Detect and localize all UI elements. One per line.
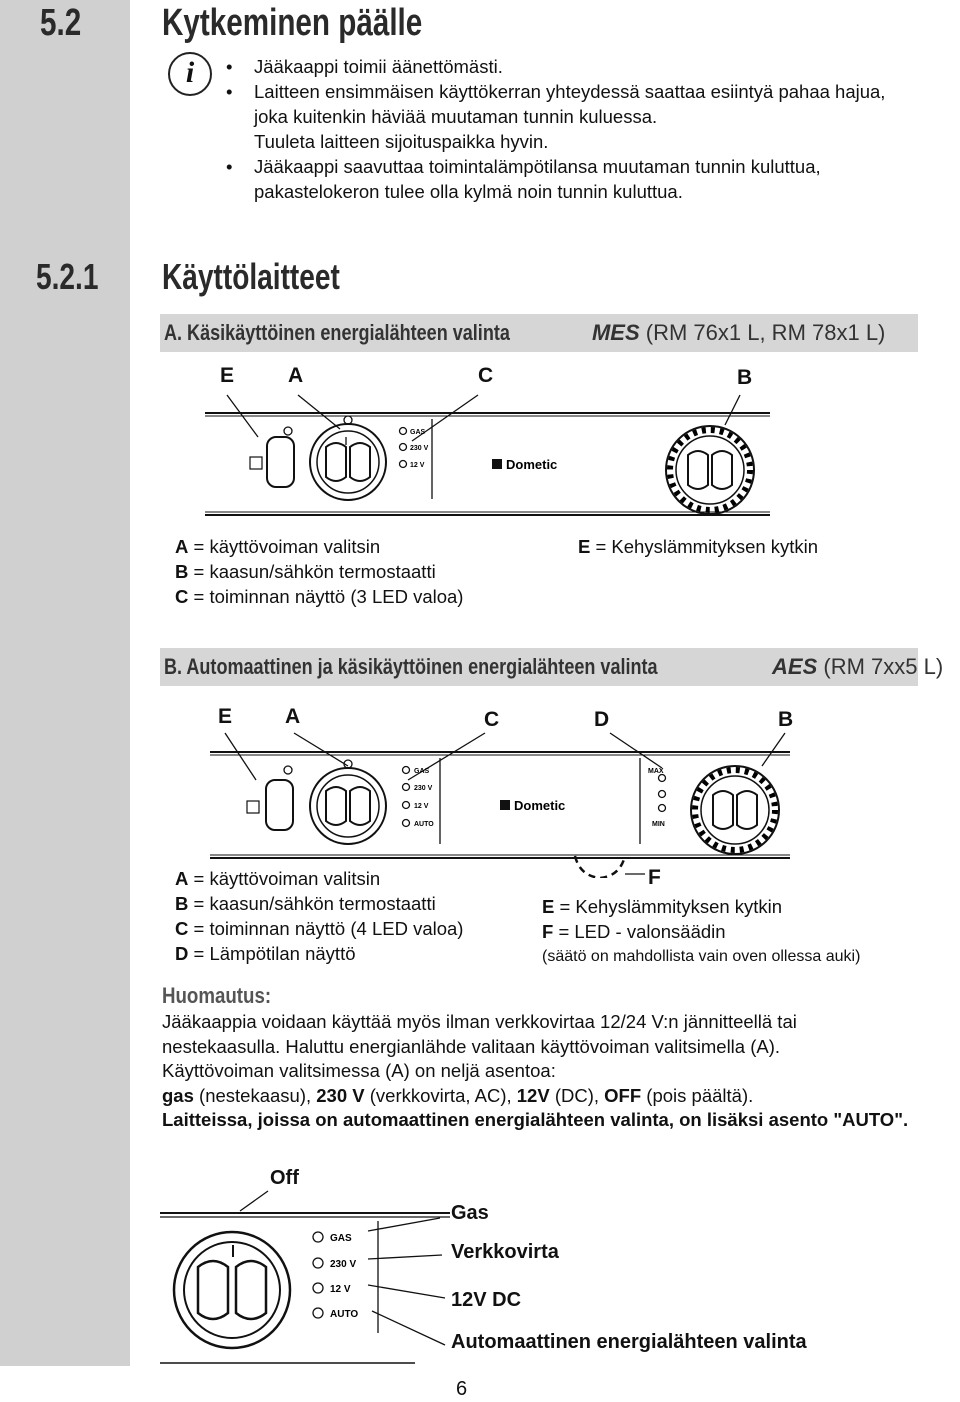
callout-gas: Gas xyxy=(451,1202,489,1224)
led-230v xyxy=(400,444,407,451)
section-number: 5.2 xyxy=(40,2,82,44)
thermostat-knob-b-grip xyxy=(688,451,732,489)
led-label-230v: 230 V xyxy=(414,785,433,792)
subsection-number: 5.2.1 xyxy=(36,256,99,297)
panel-a-heading xyxy=(164,320,885,346)
temp-led-1 xyxy=(659,775,666,782)
panel-a-legend-left xyxy=(175,534,463,609)
brand-logo-icon xyxy=(500,800,510,810)
led-label-auto: AUTO xyxy=(330,1309,359,1320)
panel-b-heading-model: AES xyxy=(772,654,818,679)
thermostat-knob-b-grip xyxy=(713,791,757,829)
leader-line-e xyxy=(225,733,256,780)
led-230v xyxy=(403,784,410,791)
led-gas xyxy=(400,428,407,435)
callout-verkkovirta: Verkkovirta xyxy=(451,1241,559,1263)
leader-line-off xyxy=(240,1191,268,1211)
legend-item: D = Lämpötilan näyttö xyxy=(175,943,356,964)
selector-knob-a-outer xyxy=(310,768,386,844)
panel-b-label-a: A xyxy=(285,705,301,728)
led-label-gas: GAS xyxy=(330,1233,352,1244)
thermostat-knob-b-outer xyxy=(691,766,779,854)
frame-heater-switch xyxy=(266,780,293,830)
frame-heater-led xyxy=(284,766,292,774)
frame-heater-led xyxy=(284,427,292,435)
legend-item: F = LED - valonsäädin xyxy=(542,921,726,942)
thermostat-knob-b-scale xyxy=(670,430,750,510)
panel-b-legend-left xyxy=(175,866,463,966)
led-label-230v: 230 V xyxy=(410,445,429,452)
led-label-auto: AUTO xyxy=(414,821,434,828)
panel-a-label-e: E xyxy=(220,364,235,387)
legend-item: E = Kehyslämmityksen kytkin xyxy=(542,896,783,917)
note-positions: gas (nestekaasu), 230 V (verkkovirta, AC), 12V (DC), OFF (pois päältä). xyxy=(162,1084,754,1106)
bullet-item: • Jääkaappi saavuttaa toimintalämpötilansa muutaman tunnin kuluttua, pakastelokeron tulee olla kylmä noin tunnin kuluttua. xyxy=(226,154,956,204)
panel-b-label-e: E xyxy=(218,705,233,728)
led-gas xyxy=(313,1232,323,1242)
selector-knob-a-outer xyxy=(310,424,386,500)
bullet-item: • Laitteen ensimmäisen käyttökerran yhteydessä saattaa esiintyä pahaa hajua, joka kuitenkin häviää muutaman tunnin kuluessa. Tuuleta laitteen sijoituspaikka hyvin. xyxy=(226,79,956,154)
panel-b-heading-lead: B. Automaattinen ja käsikäyttöinen energialähteen valinta xyxy=(164,654,658,679)
leader-line-d xyxy=(610,733,662,768)
leader-line-12v xyxy=(368,1285,445,1298)
callout-auto: Automaattinen energialähteen valinta xyxy=(451,1331,807,1353)
legend-item: C = toiminnan näyttö (4 LED valoa) xyxy=(175,918,464,939)
note-line: nestekaasulla. Haluttu energianlähde valitaan käyttövoiman valitsimella (A). xyxy=(162,1035,781,1057)
panel-b-heading-tail: (RM 7xx5 L) xyxy=(823,654,944,679)
legend-item: C = toiminnan näyttö (3 LED valoa) xyxy=(175,586,464,607)
panel-b-diagram xyxy=(200,728,800,878)
panel-a-heading-model: MES xyxy=(591,320,640,345)
led-12v xyxy=(313,1283,323,1293)
led-label-12v: 12 V xyxy=(410,462,425,469)
panel-a-heading-tail: (RM 76x1 L, RM 78x1 L) xyxy=(645,320,886,345)
detail-label-off: Off xyxy=(270,1167,299,1189)
panel-b-heading-band xyxy=(160,648,944,686)
panel-b-label-d: D xyxy=(594,708,610,731)
legend-note: (säätö on mahdollista vain oven ollessa auki) xyxy=(542,948,861,965)
heater-symbol-icon xyxy=(250,457,262,469)
bullet-item: • Jääkaappi toimii äänettömästi. xyxy=(226,54,956,79)
page-number: 6 xyxy=(456,1378,468,1400)
selector-knob-a-marker xyxy=(344,416,352,424)
led-auto xyxy=(313,1308,323,1318)
note-bold-line: Laitteissa, joissa on automaattinen energialähteen valinta, on lisäksi asento "AUTO". xyxy=(162,1109,909,1130)
thermostat-knob-b-outer xyxy=(666,426,754,514)
note-body xyxy=(162,1010,942,1133)
legend-item: B = kaasun/sähkön termostaatti xyxy=(175,893,436,914)
temp-led-2 xyxy=(659,791,666,798)
led-label-230v: 230 V xyxy=(330,1259,357,1270)
temp-label-min: MIN xyxy=(652,821,665,828)
led-label-gas: GAS xyxy=(410,429,426,436)
note-line: Jääkaappia voidaan käyttää myös ilman verkkovirtaa 12/24 V:n jännitteellä tai xyxy=(162,1011,797,1032)
panel-a-heading-band xyxy=(160,314,918,352)
led-label-gas: GAS xyxy=(414,768,430,775)
led-label-12v: 12 V xyxy=(414,803,429,810)
thermostat-knob-b-inner xyxy=(676,436,744,504)
panel-b-heading xyxy=(164,654,943,680)
leader-line-b xyxy=(762,733,785,766)
frame-heater-switch xyxy=(267,437,294,487)
bullet-list xyxy=(226,54,956,204)
panel-a-legend-right xyxy=(578,534,818,559)
panel-a-label-a: A xyxy=(288,364,304,387)
heater-symbol-icon xyxy=(247,801,259,813)
led-230v xyxy=(313,1258,323,1268)
section-title: Kytkeminen päälle xyxy=(162,2,423,44)
legend-item: A = käyttövoiman valitsin xyxy=(175,868,381,889)
thermostat-knob-b-inner xyxy=(701,776,769,844)
temp-label-max: MAX xyxy=(648,768,664,775)
led-label-12v: 12 V xyxy=(330,1284,351,1295)
panel-b-legend-right xyxy=(542,894,860,969)
temp-led-3 xyxy=(659,805,666,812)
leader-line-230v xyxy=(368,1255,442,1259)
leader-line-auto xyxy=(372,1311,445,1345)
leader-line-b xyxy=(725,395,740,425)
selector-knob-a-grip xyxy=(326,787,370,825)
panel-b-label-b: B xyxy=(778,708,794,731)
legend-item: B = kaasun/sähkön termostaatti xyxy=(175,561,436,582)
led-12v xyxy=(400,461,407,468)
led-12v xyxy=(403,802,410,809)
panel-b-label-f: F xyxy=(648,866,661,889)
panel-a-diagram xyxy=(200,385,780,525)
brand-name: Dometic xyxy=(506,457,558,472)
panel-b-label-c: C xyxy=(484,708,500,731)
callout-12v-dc: 12V DC xyxy=(451,1289,522,1311)
selector-knob-a-grip xyxy=(198,1261,266,1319)
thermostat-knob-b-scale xyxy=(695,770,775,850)
side-margin-band xyxy=(0,0,130,1366)
led-gas xyxy=(403,767,410,774)
subsection-title: Käyttölaitteet xyxy=(162,256,340,297)
note-line: Käyttövoiman valitsimessa (A) on neljä asentoa: xyxy=(162,1060,556,1081)
info-icon: i xyxy=(168,52,212,96)
note-title: Huomautus: xyxy=(162,983,272,1008)
panel-a-heading-lead: A. Käsikäyttöinen energialähteen valinta xyxy=(164,320,510,345)
leader-line-gas xyxy=(368,1218,440,1231)
brand-name: Dometic xyxy=(514,798,566,813)
brand-logo-icon xyxy=(492,459,502,469)
selector-knob-a-grip xyxy=(326,443,370,481)
legend-item: A = käyttövoiman valitsin xyxy=(175,536,381,557)
legend-item: E = Kehyslämmityksen kytkin xyxy=(578,536,819,557)
leader-line-a xyxy=(294,733,348,766)
panel-a-label-b: B xyxy=(737,366,753,389)
led-auto xyxy=(403,820,410,827)
led-dimmer-f-outline xyxy=(575,856,625,878)
panel-a-label-c: C xyxy=(478,364,494,387)
detail-diagram xyxy=(160,1185,460,1370)
